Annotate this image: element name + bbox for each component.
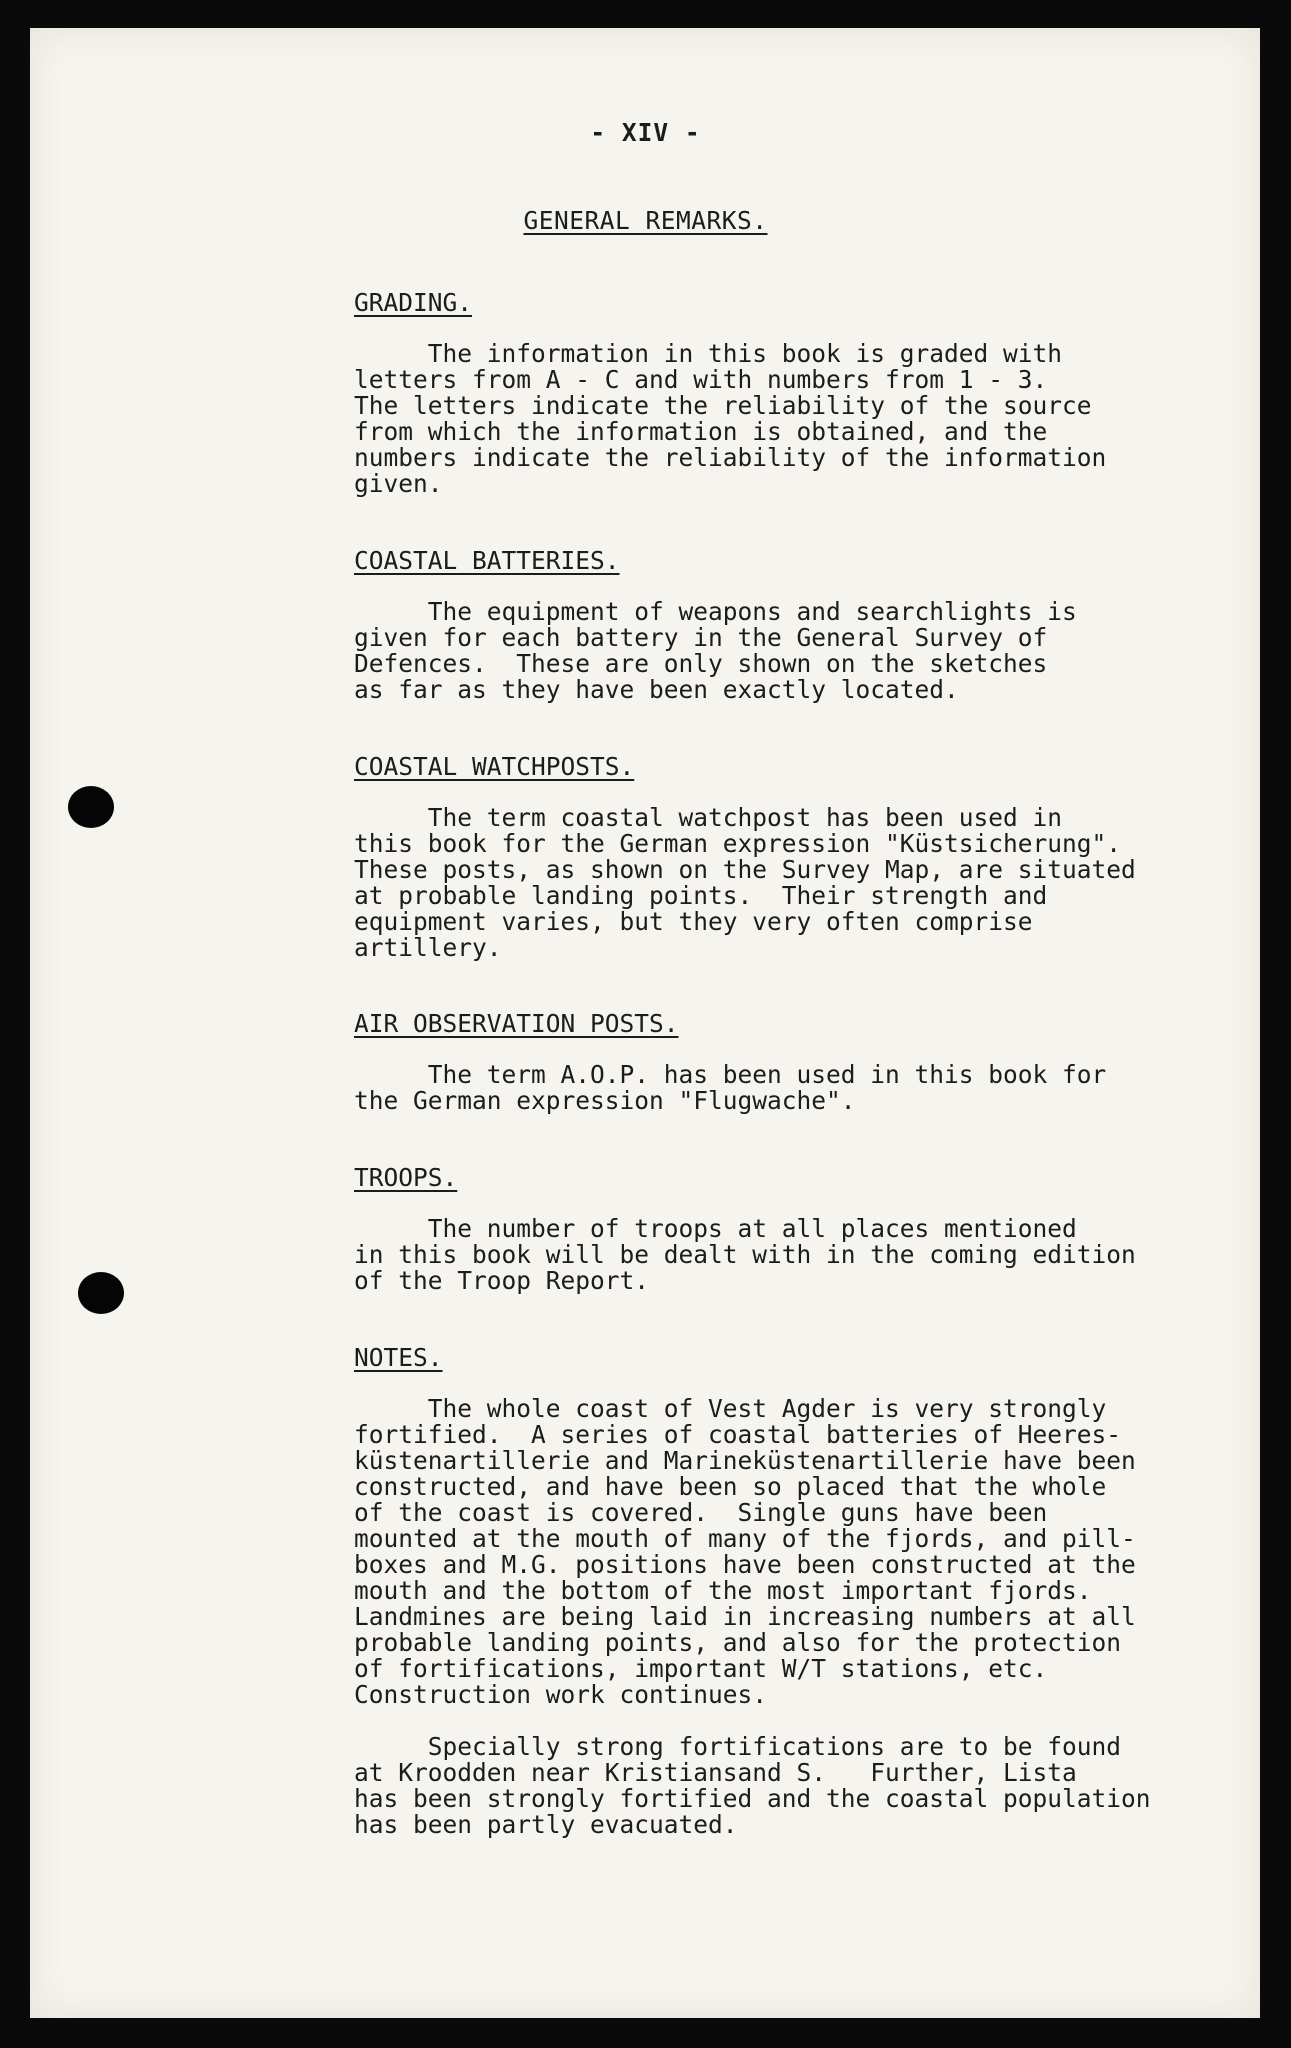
text-line: as far as they have been exactly located. [354,675,959,704]
text-line: has been partly evacuated. [354,1810,738,1839]
section-body-coastal-batteries [354,599,1234,703]
text-line: The term A.O.P. has been used in this book for [354,1060,1107,1089]
text-line: The equipment of weapons and searchlights is [354,597,1077,626]
section-body-notes [354,1396,1234,1838]
text-line: in this book will be dealt with in the coming edition [354,1240,1136,1269]
text-line: The letters indicate the reliability of the source [354,391,1092,420]
section-heading-air-observation-posts: AIR OBSERVATION POSTS. [354,1009,679,1038]
text-line: boxes and M.G. positions have been constructed at the [354,1550,1136,1579]
text-line: mounted at the mouth of many of the fjords, and pill- [354,1524,1136,1553]
text-line: These posts, as shown on the Survey Map, are situated [354,855,1136,884]
text-line: constructed, and have been so placed that the whole [354,1472,1107,1501]
text-line: this book for the German expression "Küstsicherung". [354,829,1122,858]
section-body-coastal-watchposts [354,805,1234,961]
text-line: of the coast is covered. Single guns have been [354,1498,1048,1527]
text-line: Construction work continues. [354,1680,768,1709]
section-heading-troops: TROOPS. [354,1163,458,1192]
text-line: equipment varies, but they very often comprise [354,907,1033,936]
section-body-grading [354,341,1234,497]
text-line: has been strongly fortified and the coastal population [354,1784,1151,1813]
text-line: from which the information is obtained, and the [354,417,1048,446]
text-line: küstenartillerie and Marineküstenartillerie have been [354,1446,1136,1475]
text-line: The information in this book is graded with [354,339,1063,368]
text-line: Specially strong fortifications are to be found [354,1732,1122,1761]
page-title: GENERAL REMARKS. [523,206,768,235]
text-line: The whole coast of Vest Agder is very strongly [354,1394,1107,1423]
text-line: Landmines are being laid in increasing numbers at all [354,1602,1136,1631]
text-line: artillery. [354,933,502,962]
section-heading-coastal-batteries: COASTAL BATTERIES. [354,546,620,575]
text-line: Defences. These are only shown on the sketches [354,649,1048,678]
section-body-air-observation-posts [354,1062,1234,1114]
text-line: given for each battery in the General Survey of [354,623,1048,652]
text-line: given. [354,469,443,498]
page-number: - XIV - [590,118,701,147]
text-line: at Kroodden near Kristiansand S. Further, Lista [354,1758,1077,1787]
text-line: probable landing points, and also for the protection [354,1628,1122,1657]
text-line: The number of troops at all places mentioned [354,1214,1077,1243]
section-heading-grading: GRADING. [354,288,473,317]
text-line: The term coastal watchpost has been used in [354,803,1063,832]
text-line: the German expression "Flugwache". [354,1086,856,1115]
text-line: of the Troop Report. [354,1266,650,1295]
text-line: mouth and the bottom of the most important fjords. [354,1576,1092,1605]
text-line: letters from A - C and with numbers from 1 - 3. [354,365,1048,394]
text-line: fortified. A series of coastal batteries of Heeres- [354,1420,1122,1449]
text-line: of fortifications, important W/T stations, etc. [354,1654,1048,1683]
section-body-troops [354,1216,1234,1294]
text-line: numbers indicate the reliability of the information [354,443,1107,472]
section-heading-notes: NOTES. [354,1343,443,1372]
text-line: at probable landing points. Their strength and [354,881,1048,910]
section-heading-coastal-watchposts: COASTAL WATCHPOSTS. [354,752,635,781]
text-line [354,1708,1234,1734]
